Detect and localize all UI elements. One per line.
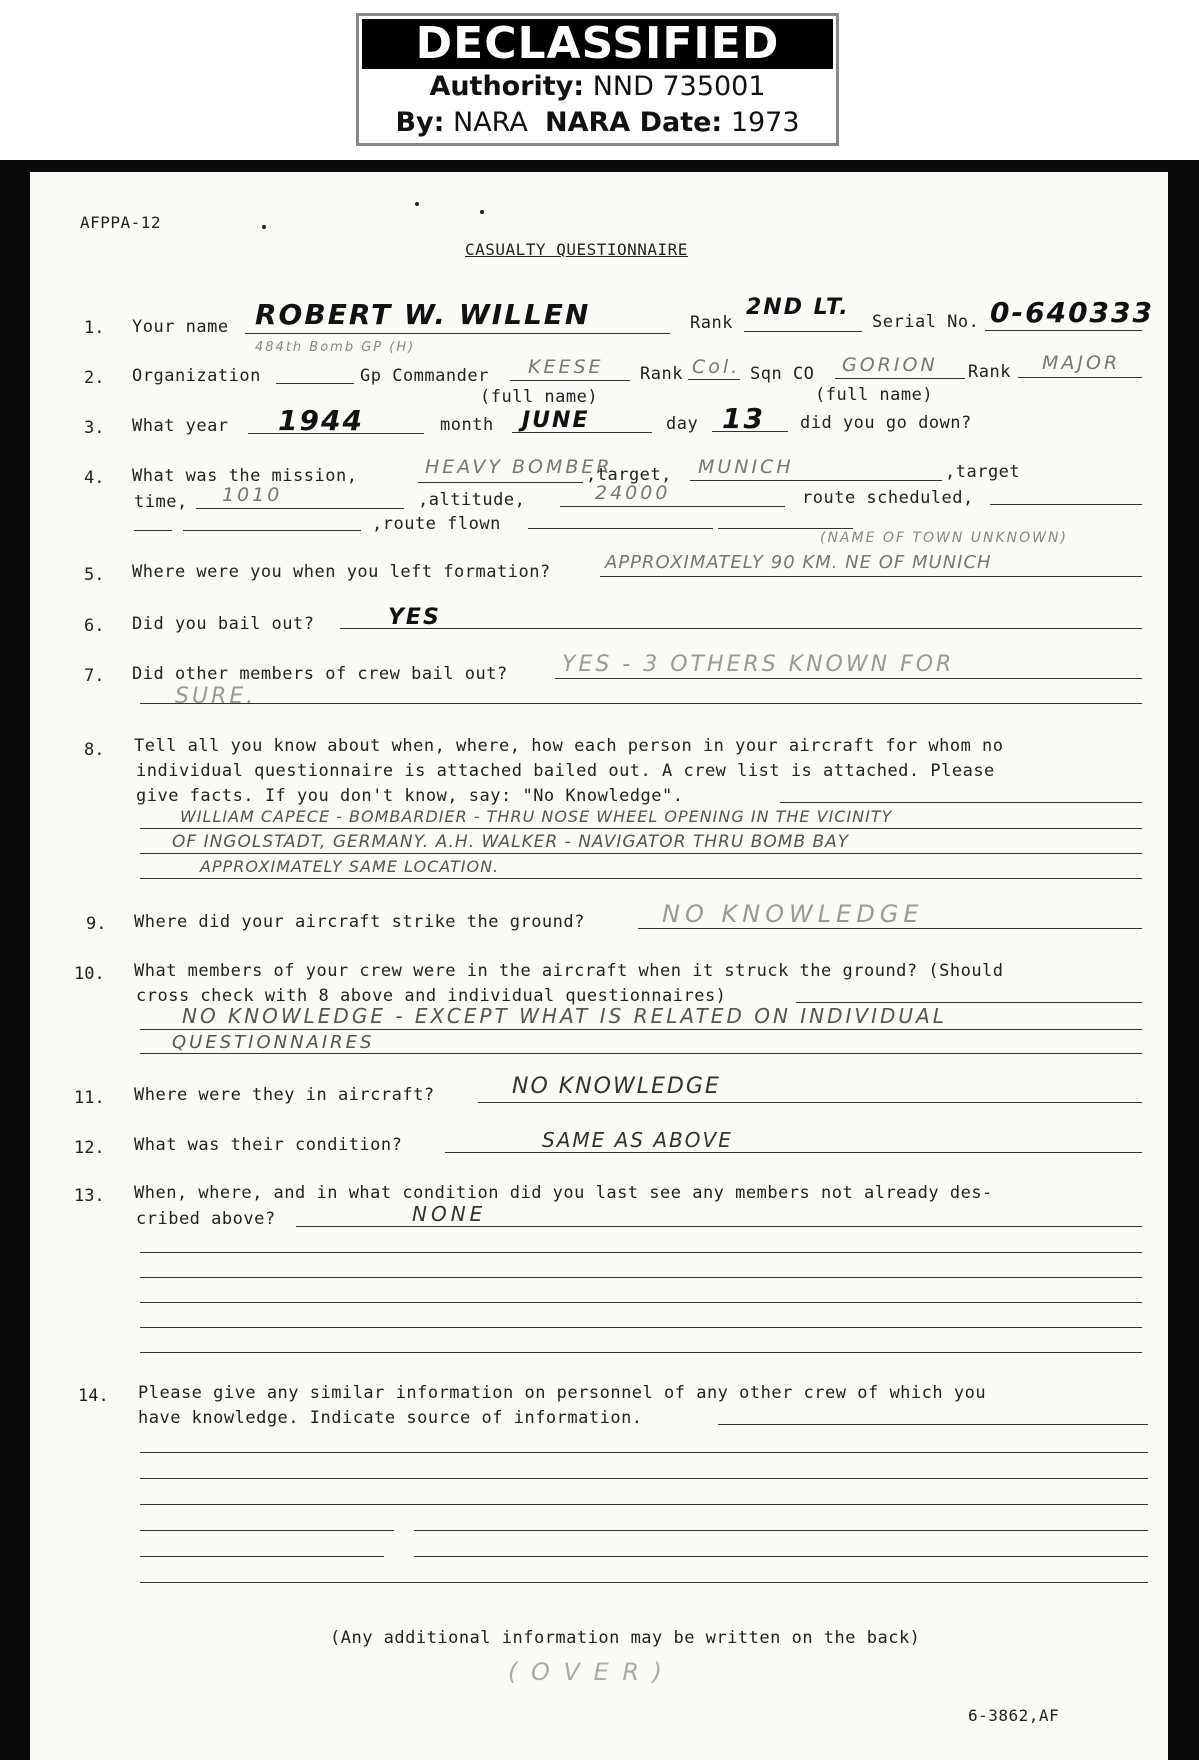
q1-serial-answer: 0-640333 [990, 296, 1154, 329]
q1-group-note: 484th Bomb GP (H) [255, 340, 416, 355]
q4-route-flown-label: ,route flown [372, 514, 501, 534]
q3-tail: did you go down? [800, 413, 972, 433]
q1-number: 1. [84, 318, 105, 338]
q10-answer-1: NO KNOWLEDGE - EXCEPT WHAT IS RELATED ON INDIVIDUAL [182, 1004, 947, 1028]
q6-label: Did you bail out? [132, 614, 315, 634]
q9-answer: NO KNOWLEDGE [662, 900, 924, 928]
q4-target-label: ,target, [586, 465, 672, 485]
q13-line-2: cribed above? [136, 1209, 276, 1229]
q8-line-2: individual questionnaire is attached bailed out. A crew list is attached. Please [136, 761, 995, 781]
q8-answer-line-3 [140, 878, 1142, 879]
q2-sqn-co-answer: GORION [842, 354, 938, 376]
q4-route-scheduled-line [990, 504, 1142, 505]
q14-line-2: have knowledge. Indicate source of information. [138, 1408, 643, 1428]
q10-line-1: What members of your crew were in the aircraft when it struck the ground? (Should [134, 961, 1004, 981]
q13-number: 13. [74, 1186, 105, 1206]
q2-gp-cmd-answer: KEESE [528, 356, 604, 378]
q2-label: Organization [132, 366, 261, 386]
q2-rank-label: Rank [640, 364, 683, 384]
q8-number: 8. [84, 740, 105, 760]
q6-answer-line [340, 628, 1142, 629]
q4-target-answer: MUNICH [698, 456, 794, 478]
q2-number: 2. [84, 368, 105, 388]
q7-number: 7. [84, 666, 105, 686]
form-number: 6-3862,AF [968, 1706, 1060, 1725]
q7-label: Did other members of crew bail out? [132, 664, 508, 684]
q4-time-label: time, [134, 492, 188, 512]
q14-blank-line [140, 1452, 1148, 1453]
q1-serial-line [985, 330, 1142, 331]
stamp-by-value: NARA [453, 107, 528, 138]
q14-blank-line [140, 1504, 1148, 1505]
q11-number: 11. [74, 1088, 105, 1108]
q2-gp-rank-line [688, 379, 740, 380]
q4-altitude-line [560, 506, 785, 507]
q7-answer-1: YES - 3 OTHERS KNOWN FOR [562, 652, 955, 677]
q8-answer-3: APPROXIMATELY SAME LOCATION. [200, 857, 500, 876]
q2-rank2-label: Rank [968, 362, 1011, 382]
stamp-authority [359, 69, 836, 105]
q2-full-name-note-2: (full name) [815, 385, 934, 405]
q3-month-answer: JUNE [522, 408, 590, 433]
q7-answer-2: SURE. [175, 684, 257, 709]
q14-blank-line [140, 1530, 394, 1531]
q13-blank-line [140, 1302, 1142, 1303]
q12-answer: SAME AS ABOVE [542, 1128, 733, 1152]
q14-blank-line [414, 1530, 1148, 1531]
q4-altitude-label: ,altitude, [418, 490, 526, 510]
q5-number: 5. [84, 565, 105, 585]
q10-answer-line-1 [140, 1029, 1142, 1030]
q4-route-line-b [183, 530, 361, 531]
q4-mission-line [418, 482, 583, 483]
q3-month-line [512, 432, 652, 433]
form-code: AFPPA-12 [80, 213, 162, 232]
q10-number: 10. [74, 964, 105, 984]
q14-blank-line [140, 1556, 384, 1557]
q9-label: Where did your aircraft strike the ground? [134, 912, 585, 932]
q11-answer-line [478, 1102, 1142, 1103]
declassified-stamp [356, 13, 839, 146]
q12-label: What was their condition? [134, 1135, 403, 1155]
q3-number: 3. [84, 418, 105, 438]
q4-route-line-a [134, 530, 172, 531]
q14-blank-line [140, 1582, 1148, 1583]
q14-line-1: Please give any similar information on personnel of any other crew of which you [138, 1383, 987, 1403]
stamp-by-label: By: [395, 107, 445, 138]
q1-serial-label: Serial No. [872, 312, 980, 332]
q4-route-flown-line-a [528, 528, 713, 529]
q4-label: What was the mission, [132, 466, 358, 486]
q14-number: 14. [78, 1386, 109, 1406]
q8-line-3-rule [780, 802, 1142, 803]
stamp-date-label: NARA Date: [545, 107, 723, 138]
q10-line-2-rule [796, 1002, 1142, 1003]
speck [415, 202, 419, 206]
q5-answer-line [600, 576, 1142, 577]
q3-day-answer: 13 [722, 402, 765, 435]
q4-route-flown-line-b [718, 528, 853, 529]
q3-day-label: day [666, 414, 699, 434]
stamp-date-value: 1973 [730, 107, 800, 138]
q3-day-line [712, 431, 788, 432]
stamp-by [359, 105, 836, 141]
speck [262, 225, 266, 229]
q13-blank-line [140, 1352, 1142, 1353]
q3-label: What year [132, 416, 229, 436]
q8-line-3: give facts. If you don't know, say: "No Knowledge". [136, 786, 684, 806]
q6-number: 6. [84, 616, 105, 636]
q10-answer-2: QUESTIONNAIRES [172, 1032, 375, 1053]
q1-label: Your name [132, 317, 229, 337]
q11-label: Where were they in aircraft? [134, 1085, 435, 1105]
q9-answer-line [638, 928, 1142, 929]
stamp-title: DECLASSIFIED [362, 19, 833, 69]
q14-blank-line [140, 1478, 1148, 1479]
footer-note: (Any additional information may be written on the back) [330, 1628, 921, 1648]
q7-answer-line-1 [555, 678, 1142, 679]
q4-target-line [690, 480, 942, 481]
q2-gp-cmd-line [510, 380, 630, 381]
q4-time-line [196, 508, 404, 509]
q13-blank-line [140, 1277, 1142, 1278]
q13-answer: NONE [412, 1202, 487, 1226]
q3-month-label: month [440, 415, 494, 435]
q1-rank-answer: 2ND LT. [746, 295, 850, 320]
q5-note: (NAME OF TOWN UNKNOWN) [820, 530, 1068, 546]
footer-handwritten-over: ( O V E R ) [508, 1658, 666, 1686]
q6-answer: YES [388, 605, 441, 630]
q2-sqn-rank-line [1018, 377, 1142, 378]
q13-answer-line [296, 1226, 1142, 1227]
q8-answer-1: WILLIAM CAPECE - BOMBARDIER - THRU NOSE WHEEL OPENING IN THE VICINITY [180, 807, 893, 826]
q13-blank-line [140, 1327, 1142, 1328]
q8-answer-2: OF INGOLSTADT, GERMANY. A.H. WALKER - NAVIGATOR THRU BOMB BAY [172, 832, 850, 852]
q2-sqn-co-line [835, 378, 965, 379]
q8-line-1: Tell all you know about when, where, how each person in your aircraft for whom no [134, 736, 1004, 756]
q13-line-1: When, where, and in what condition did you last see any members not already des- [134, 1183, 993, 1203]
q1-name-answer: ROBERT W. WILLEN [255, 298, 591, 331]
q2-sqn-rank-answer: MAJOR [1042, 352, 1121, 374]
q5-answer: APPROXIMATELY 90 KM. NE OF MUNICH [605, 552, 992, 573]
q10-line-2: cross check with 8 above and individual questionnaires) [136, 986, 727, 1006]
q2-gp-rank-answer: Col. [692, 356, 741, 378]
q4-mission-answer: HEAVY BOMBER [425, 456, 613, 478]
stamp-authority-value: NND 735001 [592, 71, 766, 102]
q13-blank-line [140, 1252, 1142, 1253]
form-title: CASUALTY QUESTIONNAIRE [465, 240, 688, 259]
q2-full-name-note-1: (full name) [480, 387, 599, 407]
q12-answer-line [445, 1152, 1142, 1153]
q8-answer-line-2 [140, 853, 1142, 854]
q3-year-line [248, 433, 424, 434]
q4-number: 4. [84, 468, 105, 488]
q11-answer: NO KNOWLEDGE [512, 1074, 721, 1099]
q2-sqn-label: Sqn CO [750, 364, 815, 384]
q10-answer-line-2 [140, 1053, 1142, 1054]
q4-altitude-answer: 24000 [595, 482, 671, 504]
q2-gp-cmd-label: Gp Commander [360, 366, 489, 386]
q4-time-answer: 1010 [222, 484, 283, 506]
q14-answer-line [718, 1424, 1148, 1425]
q12-number: 12. [74, 1138, 105, 1158]
q9-number: 9. [86, 914, 107, 934]
stamp-authority-label: Authority: [429, 71, 585, 102]
q5-label: Where were you when you left formation? [132, 562, 551, 582]
q4-target2-label: ,target [945, 462, 1021, 482]
q3-year-answer: 1944 [278, 404, 364, 437]
q8-answer-line-1 [140, 828, 1142, 829]
q2-org-line [276, 383, 354, 384]
q7-answer-line-2 [140, 703, 1142, 704]
q1-rank-label: Rank [690, 313, 733, 333]
speck [480, 210, 484, 214]
q4-route-scheduled-label: route scheduled, [802, 488, 974, 508]
q1-rank-line [744, 331, 862, 332]
q14-blank-line [414, 1556, 1148, 1557]
q1-name-line [245, 333, 670, 334]
